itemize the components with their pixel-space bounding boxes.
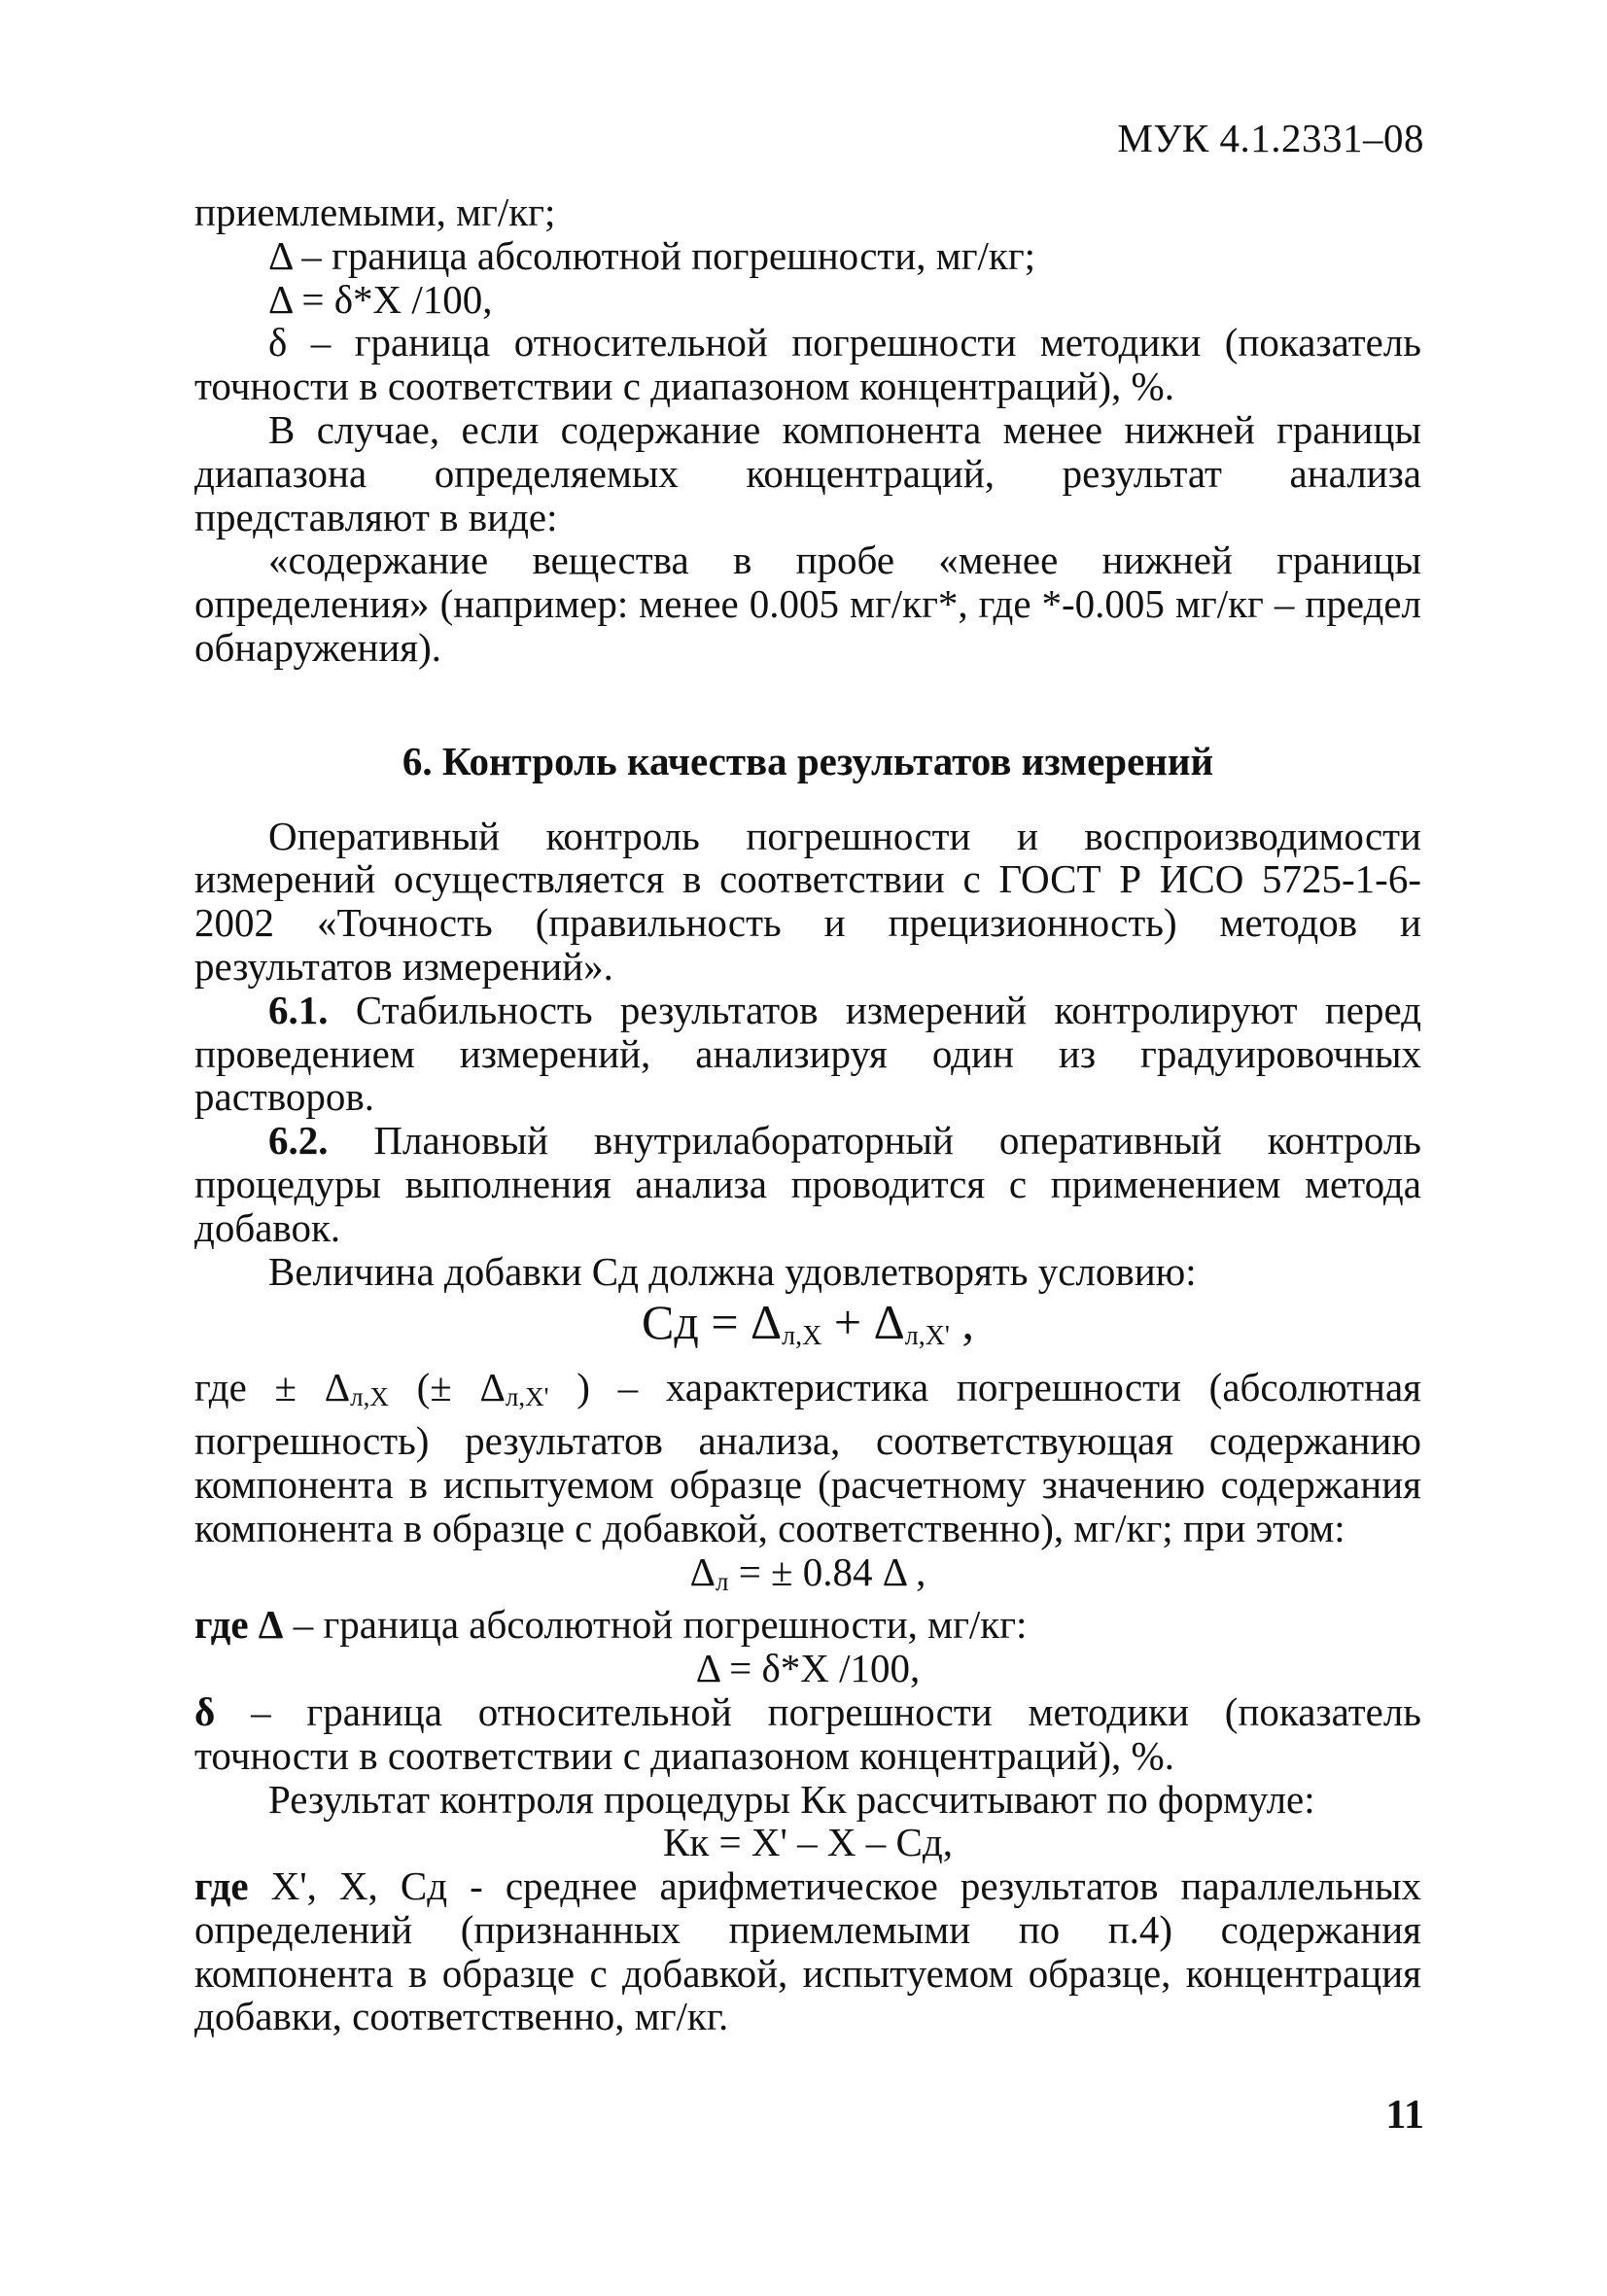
section-intro: Оперативный контроль погрешности и воспроизводимости измерений осуществляется в соответствии с ГОСТ Р ИСО 5725-1-6-2002 «Точность (правильность и прецизионность) методов и результатов измерений». [194, 813, 1421, 989]
where2-paragraph [194, 1603, 1421, 1647]
kk-formula: Кк = X' – X – Cд, [663, 1820, 953, 1865]
dl-rest: = ± 0.84 Δ , [738, 1548, 926, 1594]
kk-intro: Результат контроля процедуры Кк рассчитывают по формуле: [268, 1776, 1315, 1822]
formula-sub-1: л,X [782, 1321, 822, 1352]
final-text: X', X, Cд - среднее арифметическое результатов параллельных определений (признанных приемлемыми по п.4) содержания компонента в образце с добавкой, испытуемом образце, концентрация добавки, соответственно, мг/кг. [194, 1863, 1421, 2039]
where2-label: где Δ [194, 1602, 284, 1648]
where-sub-1: л,X [350, 1382, 389, 1412]
delta-formula-2: Δ = δ*X /100, [695, 1646, 921, 1691]
where-rest: – характеристика погрешности (абсолютная погрешность) результатов анализа, соответствующая содержанию компонента в испытуемом образце (расчетному значению содержания компонента в образце с добавкой, соответственно), мг/кг; при этом: [194, 1365, 1422, 1550]
paragraph-6-2-text: Плановый внутрилабораторный оперативный контроль процедуры выполнения анализа проводится с применением метода добавок. [194, 1118, 1422, 1250]
final-paragraph [194, 1864, 1421, 2038]
paragraph-6-2 [194, 1119, 1421, 1249]
where-delta-2: (± Δ [416, 1365, 506, 1410]
paragraph-6-1-number: 6.1. [268, 987, 329, 1032]
formula-lhs: Cд [642, 1295, 699, 1350]
additive-formula [194, 1293, 1421, 1366]
final-label: где [194, 1863, 249, 1909]
where2-text: – граница абсолютной погрешности, мг/кг: [293, 1602, 1028, 1648]
where-close: ) [576, 1365, 590, 1410]
where-sub-2: л,X' [505, 1382, 549, 1412]
formula-sub-2: л,X' [904, 1321, 950, 1352]
formula-delta-2: Δ [873, 1295, 905, 1350]
dl-formula [194, 1550, 1421, 1604]
dl-sub: л [715, 1566, 729, 1596]
where-paragraph [194, 1366, 1421, 1549]
continuation-line: приемлемыми, мг/кг; [194, 190, 556, 234]
paragraph-6-1-text: Стабильность результатов измерений контролируют перед проведением измерений, анализируя один из градуировочных растворов. [194, 987, 1422, 1120]
formula-end: , [961, 1295, 974, 1350]
where-delta-1: Δ [324, 1365, 351, 1410]
delta-formula: Δ = δ*X /100, [268, 276, 493, 322]
formula-plus: + [833, 1295, 862, 1350]
paragraph-6-2-number: 6.2. [268, 1118, 329, 1164]
page-number: 11 [1385, 2093, 1424, 2138]
formula-delta-1: Δ [751, 1295, 783, 1350]
lower-limit-paragraph: В случае, если содержание компонента менее нижней границы диапазона определяемых концентраций, результат анализа представляют в виде: [194, 406, 1421, 539]
delta-rel-definition: δ – граница относительной погрешности методики (показатель точности в соответствии с диапазоном концентраций), %. [194, 320, 1421, 409]
document-code: МУК 4.1.2331–08 [1117, 116, 1424, 160]
quote-paragraph: «содержание вещества в пробе «менее нижней границы определения» (например: менее 0.005 мг/кг*, где *-0.005 мг/кг – предел обнаружения). [194, 538, 1421, 670]
delta2-text: – граница относительной погрешности методики (показатель точности в соответствии с диапазоном концентраций), %. [194, 1688, 1422, 1778]
dl-delta: Δ [689, 1548, 716, 1594]
where-intro: где ± [194, 1365, 297, 1410]
paragraph-6-1 [194, 989, 1421, 1119]
formula-eq: = [711, 1295, 739, 1350]
additive-condition: Величина добавки Cд должна удовлетворять условию: [268, 1248, 1197, 1294]
section-title: 6. Контроль качества результатов измерений [402, 738, 1214, 783]
delta-definition: Δ – граница абсолютной погрешности, мг/кг; [268, 232, 1036, 278]
delta2-paragraph [194, 1690, 1421, 1778]
delta2-label: δ [194, 1688, 216, 1734]
body-text [194, 191, 1421, 2038]
